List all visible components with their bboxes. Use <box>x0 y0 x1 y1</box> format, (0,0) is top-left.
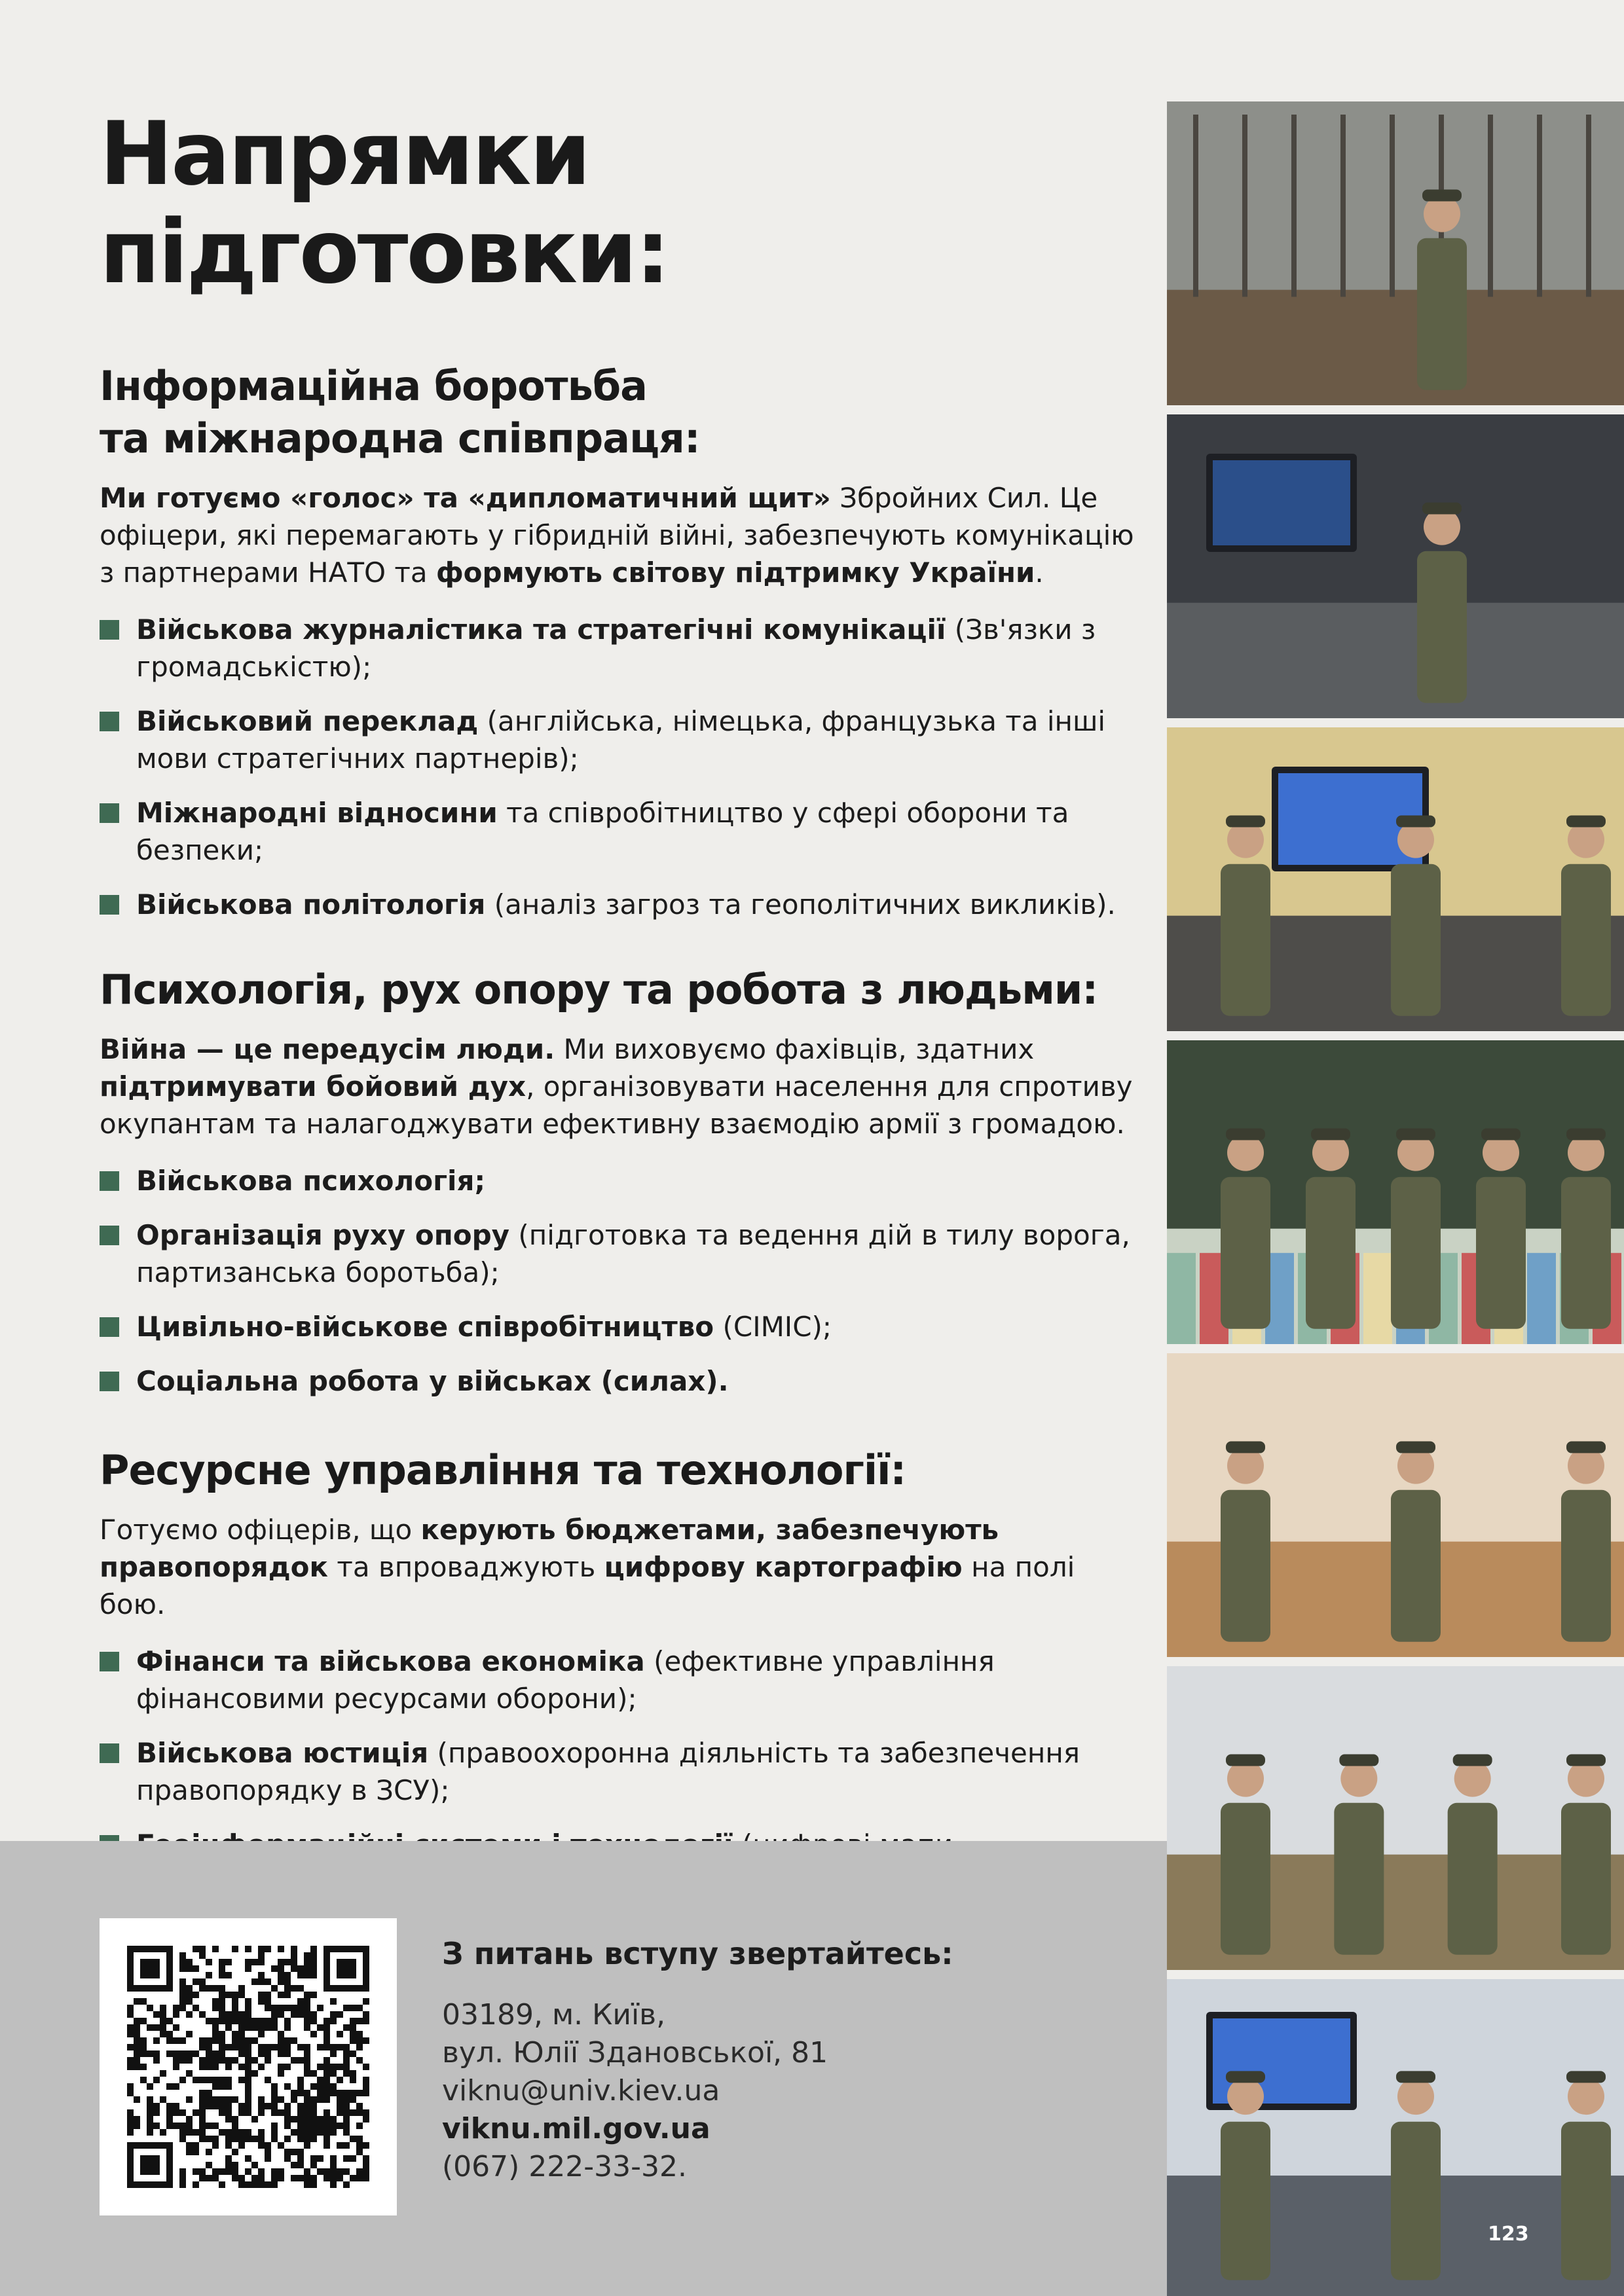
contact-address-line2: вул. Юлії Здановської, 81 <box>442 2036 828 2069</box>
intro-text: . <box>1035 556 1044 589</box>
intro-text: , організовувати населення для спротиву окупантам та налагоджувати ефективну взаємодію армії з громадою. <box>100 1070 1133 1140</box>
list-item-bold: Соціальна робота у військах (силах). <box>136 1365 729 1397</box>
square-bullet-icon <box>100 895 119 915</box>
square-bullet-icon <box>100 1652 119 1671</box>
list-item-text: (підготовка та ведення дій в тилу ворога, партизанська боротьба); <box>136 1219 1130 1288</box>
section-title-resources: Ресурсне управління та технології: <box>100 1446 906 1494</box>
list-item-text: та співробітництво у сфері оборони та безпеки; <box>136 797 1069 866</box>
qr-code-icon <box>127 1946 369 2188</box>
contact-heading: З питань вступу звертайтесь: <box>442 1936 953 1971</box>
square-bullet-icon <box>100 712 119 731</box>
list-item-bold: Військова психологія; <box>136 1165 486 1197</box>
photo-terrain-model <box>1167 1040 1624 1344</box>
list-item <box>100 1362 1134 1400</box>
list-item-text: (аналіз загроз та геополітичних викликів). <box>485 888 1116 920</box>
list-item <box>100 1734 1134 1809</box>
list-item-bold: Військова юстиція <box>136 1737 429 1769</box>
intro-text: Збройних Сил. Це офіцери, які перемагають у гібридній війні, забезпечують комунікацію з партнерами НАТО та <box>100 482 1134 589</box>
page-number: 123 <box>1488 2223 1529 2246</box>
list-item-bold: Міжнародні відносини <box>136 797 498 829</box>
list-item <box>100 1216 1134 1291</box>
list-item <box>100 611 1134 685</box>
section-title-psychology: Психологія, рух опору та робота з людьми: <box>100 966 1098 1013</box>
main-content <box>100 105 1134 1918</box>
square-bullet-icon <box>100 620 119 640</box>
intro-bold-text: цифрову картографію <box>604 1551 963 1583</box>
list-item <box>100 1643 1134 1717</box>
list-item <box>100 1162 1134 1199</box>
list-item-text: (правоохоронна діяльність та забезпечення правопорядку в ЗСУ); <box>136 1737 1080 1806</box>
photo-command-center <box>1167 1979 1624 2296</box>
photo-vr-training <box>1167 1353 1624 1657</box>
list-item-text: (Зв'язки з громадськістю); <box>136 613 1096 683</box>
photo-field-exercise <box>1167 1666 1624 1970</box>
intro-text: Готуємо офіцерів, що <box>100 1514 421 1546</box>
intro-bold-text: формують світову підтримку України <box>435 556 1035 589</box>
photo-drone-operator <box>1167 101 1624 405</box>
list-item-text: (ефективне управління фінансовими ресурсами оборони); <box>136 1645 995 1715</box>
section-intro-resources <box>100 1511 1134 1623</box>
page-title: Напрямки підготовки: <box>100 103 669 303</box>
intro-bold-text: керують бюджетами, забезпечують правопорядок <box>100 1514 999 1583</box>
intro-text: Ми виховуємо фахівців, здатних <box>555 1033 1035 1065</box>
square-bullet-icon <box>100 1743 119 1763</box>
section-list-information <box>100 611 1134 923</box>
list-item <box>100 794 1134 869</box>
section-intro-psychology <box>100 1030 1134 1142</box>
contact-phone: (067) 222-33-32. <box>442 2150 687 2183</box>
intro-text: на полі бою. <box>100 1551 1075 1620</box>
qr-code[interactable] <box>100 1918 397 2215</box>
list-item-bold: Організація руху опору <box>136 1219 510 1251</box>
list-item-bold: Фінанси та військова економіка <box>136 1645 645 1677</box>
list-item-bold: Військова журналістика та стратегічні комунікації <box>136 613 946 646</box>
list-item <box>100 1308 1134 1345</box>
contact-block <box>442 1935 1130 2186</box>
contact-website-link[interactable]: viknu.mil.gov.ua <box>442 2112 710 2145</box>
list-item-bold: Військовий переклад <box>136 705 479 737</box>
intro-bold-text: підтримувати бойовий дух <box>100 1070 526 1102</box>
list-item-bold: Військова політологія <box>136 888 486 920</box>
section-title-information <box>100 360 1134 465</box>
list-item-text: (англійська, німецька, французька та інші мови стратегічних партнерів); <box>136 705 1106 774</box>
square-bullet-icon <box>100 1317 119 1337</box>
contact-email-link[interactable]: viknu@univ.kiev.ua <box>442 2074 720 2107</box>
list-item-bold: Цивільно-військове співробітництво <box>136 1311 714 1343</box>
list-item <box>100 886 1134 923</box>
section-intro-information <box>100 479 1134 591</box>
photo-operator-computers <box>1167 414 1624 718</box>
section-title-line: Інформаційна боротьба <box>100 362 647 410</box>
section-list-psychology <box>100 1162 1134 1400</box>
list-item <box>100 702 1134 777</box>
intro-bold-text: Війна — це передусім люди. <box>100 1033 555 1065</box>
intro-text: та впроваджують <box>328 1551 604 1583</box>
photo-classroom-lecture <box>1167 727 1624 1031</box>
square-bullet-icon <box>100 1171 119 1191</box>
list-item-text: (CIMIC); <box>714 1311 832 1343</box>
contact-address-line1: 03189, м. Київ, <box>442 1998 666 2032</box>
square-bullet-icon <box>100 1226 119 1245</box>
square-bullet-icon <box>100 803 119 823</box>
section-title-line: та міжнародна співпраця: <box>100 414 700 462</box>
intro-bold-text: Ми готуємо «голос» та «дипломатичний щит» <box>100 482 831 514</box>
square-bullet-icon <box>100 1372 119 1391</box>
